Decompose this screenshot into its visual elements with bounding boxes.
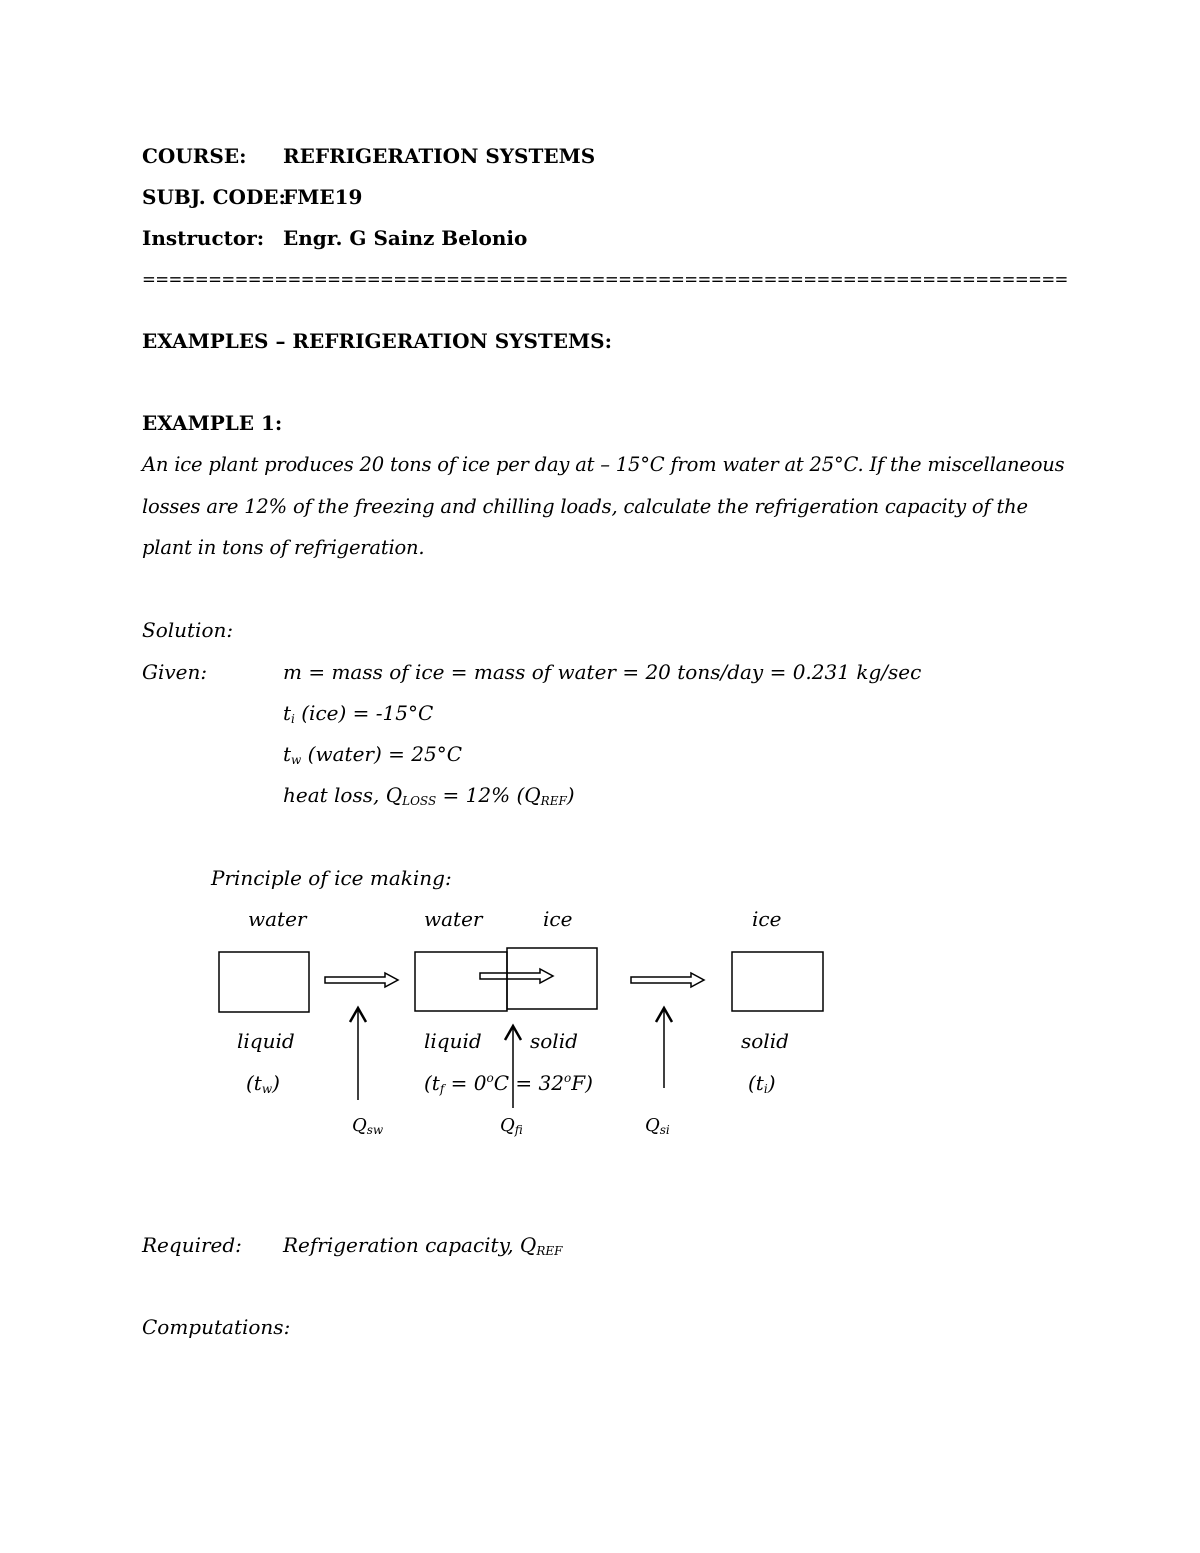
computations-label: Computations: <box>142 1315 291 1339</box>
label-solid-2: solid <box>741 1029 789 1053</box>
flow-arrow-2 <box>480 969 553 983</box>
solution-label: Solution: <box>142 618 234 642</box>
label-liquid-2: liquid <box>424 1029 482 1053</box>
subject-code-value: FME19 <box>283 185 363 209</box>
label-q-si: $Q_{si}$ <box>645 1115 670 1137</box>
label-tw: $(t_w)$ <box>246 1071 280 1096</box>
required-label: Required: <box>142 1233 242 1257</box>
label-water-1: water <box>248 907 307 931</box>
given-ice-temp: $t_i$ (ice) = -15°C <box>283 701 434 726</box>
problem-line-2: losses are 12% of the freezing and chilling loads, calculate the refrigeration capacity of the <box>142 495 1028 518</box>
water-ice-box-left <box>415 952 507 1011</box>
label-liquid-1: liquid <box>237 1029 295 1053</box>
diagram-title: Principle of ice making: <box>211 866 452 890</box>
flow-arrow-1 <box>325 973 398 987</box>
required-value: Refrigeration capacity, $Q_{REF}$ <box>283 1233 563 1258</box>
problem-line-1: An ice plant produces 20 tons of ice per day at – 15°C from water at 25°C. If the miscellaneous <box>142 453 1065 476</box>
subject-code-label: SUBJ. CODE: <box>142 185 286 209</box>
label-q-sw: $Q_{sw}$ <box>352 1115 384 1137</box>
instructor-label: Instructor: <box>142 226 265 250</box>
label-solid-1: solid <box>530 1029 578 1053</box>
problem-line-3: plant in tons of refrigeration. <box>142 536 425 559</box>
section-title: EXAMPLES – REFRIGERATION SYSTEMS: <box>142 329 612 353</box>
given-water-temp: $t_w$ (water) = 25°C <box>283 742 462 767</box>
given-label: Given: <box>142 660 208 684</box>
given-mass: m = mass of ice = mass of water = 20 tons/day = 0.231 kg/sec <box>283 660 922 684</box>
water-box <box>219 952 309 1012</box>
label-ice-2: ice <box>752 907 782 931</box>
label-ti: $(t_i)$ <box>748 1071 776 1096</box>
example-title: EXAMPLE 1: <box>142 411 283 435</box>
given-heat-loss: heat loss, $Q_{LOSS} = 12\%$ $(Q_{REF})$ <box>283 783 575 808</box>
ice-box <box>732 952 823 1011</box>
course-label: COURSE: <box>142 144 247 168</box>
label-tf: $(t_f = 0^oC = 32^oF)$ <box>424 1071 593 1096</box>
separator-line: ====================================================================== <box>142 270 1068 289</box>
label-q-fi: $Q_{fi}$ <box>500 1115 523 1137</box>
flow-arrow-3 <box>631 973 704 987</box>
label-ice-1: ice <box>543 907 573 931</box>
label-water-2: water <box>424 907 483 931</box>
instructor-value: Engr. G Sainz Belonio <box>283 226 528 250</box>
course-value: REFRIGERATION SYSTEMS <box>283 144 596 168</box>
